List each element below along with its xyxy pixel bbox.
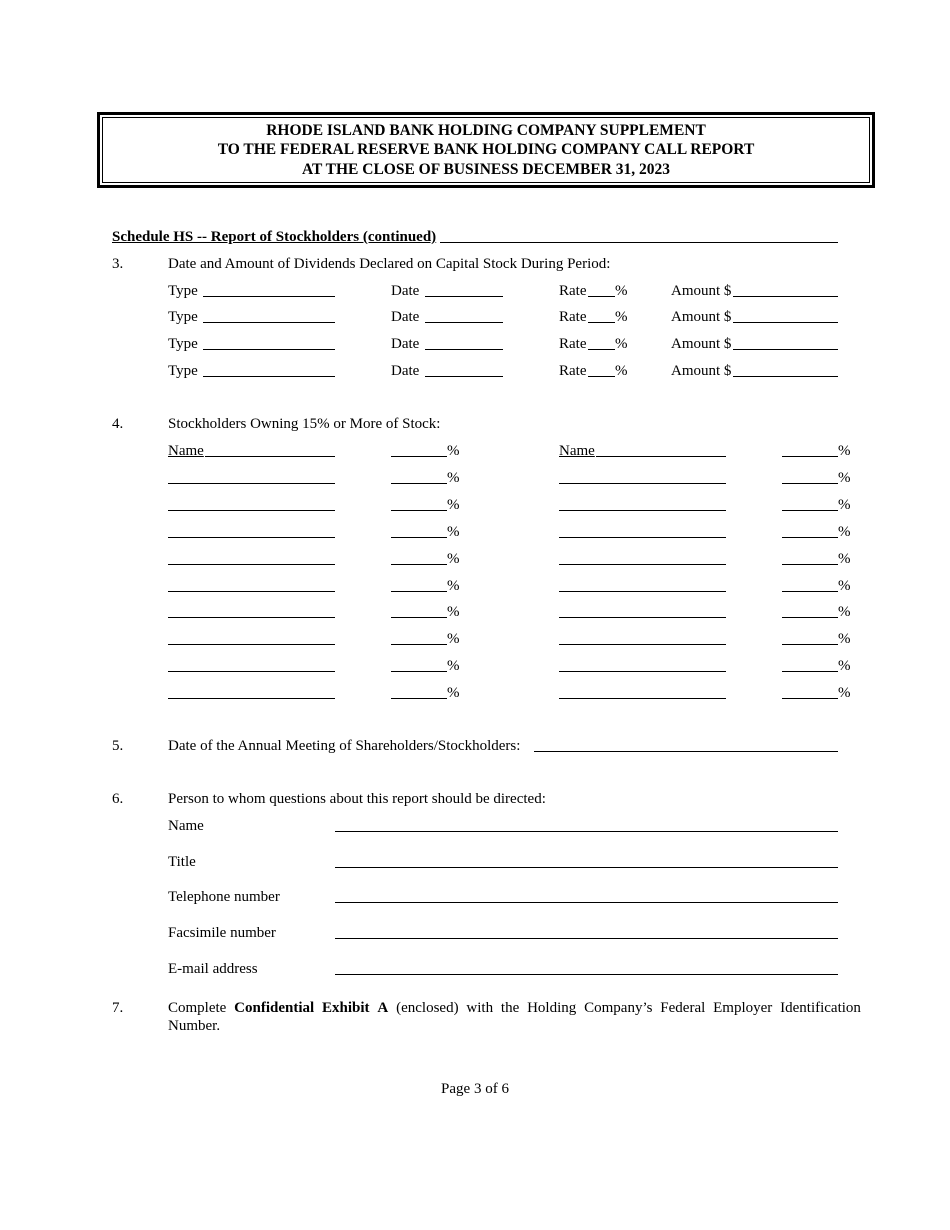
stockholder-name-field[interactable] bbox=[168, 617, 335, 618]
stockholder-name-field[interactable] bbox=[168, 671, 335, 672]
percent-sign: % bbox=[447, 685, 460, 702]
stockholder-percent-field[interactable] bbox=[391, 644, 447, 645]
stockholder-name-field[interactable] bbox=[168, 537, 335, 538]
annual-meeting-date-field[interactable] bbox=[534, 751, 838, 752]
rate-label: Rate bbox=[559, 336, 587, 352]
header-line-1: RHODE ISLAND BANK HOLDING COMPANY SUPPLEMENT bbox=[266, 121, 706, 139]
date-field[interactable] bbox=[425, 296, 503, 297]
stockholder-percent-field[interactable] bbox=[782, 510, 838, 511]
percent-sign: % bbox=[447, 523, 460, 540]
stockholder-name-field[interactable] bbox=[168, 483, 335, 484]
contact-field-label: Title bbox=[168, 854, 196, 870]
rate-field[interactable] bbox=[588, 296, 615, 297]
amount-field[interactable] bbox=[733, 349, 838, 350]
percent-sign: % bbox=[838, 604, 851, 621]
schedule-title-rule bbox=[440, 242, 838, 243]
contact-field-label: Name bbox=[168, 818, 204, 834]
percent-sign: % bbox=[838, 658, 851, 675]
stockholder-name-field[interactable] bbox=[559, 698, 726, 699]
type-field[interactable] bbox=[203, 296, 335, 297]
item-6-number: 6. bbox=[112, 791, 124, 807]
percent-sign: % bbox=[447, 469, 460, 486]
item-5-number: 5. bbox=[112, 738, 124, 754]
item-7-text-line-2: Number. bbox=[168, 1018, 221, 1034]
stockholder-percent-field[interactable] bbox=[782, 591, 838, 592]
stockholder-name-field[interactable] bbox=[559, 644, 726, 645]
header-line-3: AT THE CLOSE OF BUSINESS DECEMBER 31, 2023 bbox=[301, 160, 671, 178]
header-box bbox=[97, 112, 875, 188]
email-field[interactable] bbox=[335, 974, 838, 975]
stockholder-name-field[interactable] bbox=[205, 456, 335, 457]
stockholder-percent-field[interactable] bbox=[391, 564, 447, 565]
percent-sign: % bbox=[838, 631, 851, 648]
type-field[interactable] bbox=[203, 376, 335, 377]
stockholder-name-field[interactable] bbox=[559, 483, 726, 484]
header-line-2: TO THE FEDERAL RESERVE BANK HOLDING COMPANY CALL REPORT bbox=[217, 141, 755, 159]
stockholder-percent-field[interactable] bbox=[782, 483, 838, 484]
type-field[interactable] bbox=[203, 349, 335, 350]
amount-label: Amount $ bbox=[671, 309, 732, 325]
page-number: Page 3 of 6 bbox=[441, 1081, 509, 1097]
stockholder-percent-field[interactable] bbox=[391, 537, 447, 538]
stockholder-percent-field[interactable] bbox=[782, 537, 838, 538]
stockholder-name-field[interactable] bbox=[559, 510, 726, 511]
stockholder-percent-field[interactable] bbox=[391, 483, 447, 484]
type-label: Type bbox=[168, 336, 198, 352]
type-field[interactable] bbox=[203, 322, 335, 323]
type-label: Type bbox=[168, 363, 198, 379]
rate-label: Rate bbox=[559, 363, 587, 379]
percent-sign: % bbox=[838, 523, 851, 540]
header-inner bbox=[102, 117, 870, 183]
percent-sign: % bbox=[447, 577, 460, 594]
stockholder-percent-field[interactable] bbox=[391, 698, 447, 699]
percent-sign: % bbox=[838, 685, 851, 702]
name-label: Name bbox=[168, 443, 204, 459]
stockholder-percent-field[interactable] bbox=[782, 564, 838, 565]
contact-field-label: E-mail address bbox=[168, 961, 258, 977]
percent-sign: % bbox=[615, 363, 628, 379]
item-7-text-line-1: Complete Confidential Exhibit A (enclosed) with the Holding Company’s Federal Employer Identification bbox=[168, 1000, 861, 1016]
stockholder-percent-field[interactable] bbox=[782, 456, 838, 457]
percent-sign: % bbox=[838, 496, 851, 513]
rate-field[interactable] bbox=[588, 322, 615, 323]
percent-sign: % bbox=[447, 658, 460, 675]
stockholder-percent-field[interactable] bbox=[782, 617, 838, 618]
stockholder-percent-field[interactable] bbox=[782, 698, 838, 699]
percent-sign: % bbox=[615, 283, 628, 299]
stockholder-percent-field[interactable] bbox=[391, 617, 447, 618]
item-5-text: Date of the Annual Meeting of Shareholders/Stockholders: bbox=[168, 738, 521, 754]
rate-field[interactable] bbox=[588, 349, 615, 350]
item-6-text: Person to whom questions about this report should be directed: bbox=[168, 791, 546, 807]
stockholder-name-field[interactable] bbox=[559, 671, 726, 672]
stockholder-name-field[interactable] bbox=[168, 644, 335, 645]
schedule-title: Schedule HS -- Report of Stockholders (continued) bbox=[112, 229, 437, 245]
stockholder-name-field[interactable] bbox=[168, 510, 335, 511]
amount-label: Amount $ bbox=[671, 283, 732, 299]
rate-label: Rate bbox=[559, 283, 587, 299]
percent-sign: % bbox=[615, 309, 628, 325]
stockholder-percent-field[interactable] bbox=[391, 510, 447, 511]
rate-label: Rate bbox=[559, 309, 587, 325]
telephone-field[interactable] bbox=[335, 902, 838, 903]
percent-sign: % bbox=[838, 469, 851, 486]
date-field[interactable] bbox=[425, 322, 503, 323]
percent-sign: % bbox=[447, 496, 460, 513]
rate-field[interactable] bbox=[588, 376, 615, 377]
stockholder-name-field[interactable] bbox=[559, 617, 726, 618]
stockholder-name-field[interactable] bbox=[168, 564, 335, 565]
percent-sign: % bbox=[615, 336, 628, 352]
percent-sign: % bbox=[447, 443, 460, 459]
item-4-text: Stockholders Owning 15% or More of Stock: bbox=[168, 416, 441, 432]
contact-field-label: Facsimile number bbox=[168, 925, 276, 941]
amount-field[interactable] bbox=[733, 296, 838, 297]
stockholder-name-field[interactable] bbox=[559, 537, 726, 538]
date-field[interactable] bbox=[425, 349, 503, 350]
date-label: Date bbox=[391, 283, 420, 299]
item-3-number: 3. bbox=[112, 256, 124, 272]
type-label: Type bbox=[168, 309, 198, 325]
name-label: Name bbox=[559, 443, 595, 459]
stockholder-name-field[interactable] bbox=[559, 591, 726, 592]
stockholder-percent-field[interactable] bbox=[391, 456, 447, 457]
amount-label: Amount $ bbox=[671, 363, 732, 379]
contact-title-field[interactable] bbox=[335, 867, 838, 868]
stockholder-percent-field[interactable] bbox=[782, 671, 838, 672]
item-3-text: Date and Amount of Dividends Declared on Capital Stock During Period: bbox=[168, 256, 611, 272]
amount-field[interactable] bbox=[733, 322, 838, 323]
date-field[interactable] bbox=[425, 376, 503, 377]
percent-sign: % bbox=[838, 577, 851, 594]
percent-sign: % bbox=[447, 604, 460, 621]
stockholder-percent-field[interactable] bbox=[391, 591, 447, 592]
facsimile-field[interactable] bbox=[335, 938, 838, 939]
date-label: Date bbox=[391, 363, 420, 379]
stockholder-name-field[interactable] bbox=[596, 456, 726, 457]
percent-sign: % bbox=[838, 550, 851, 567]
percent-sign: % bbox=[447, 550, 460, 567]
amount-field[interactable] bbox=[733, 376, 838, 377]
date-label: Date bbox=[391, 309, 420, 325]
item-4-number: 4. bbox=[112, 416, 124, 432]
stockholder-percent-field[interactable] bbox=[391, 671, 447, 672]
contact-name-field[interactable] bbox=[335, 831, 838, 832]
type-label: Type bbox=[168, 283, 198, 299]
percent-sign: % bbox=[447, 631, 460, 648]
stockholder-name-field[interactable] bbox=[168, 698, 335, 699]
stockholder-name-field[interactable] bbox=[559, 564, 726, 565]
stockholder-percent-field[interactable] bbox=[782, 644, 838, 645]
percent-sign: % bbox=[838, 443, 851, 459]
stockholder-name-field[interactable] bbox=[168, 591, 335, 592]
amount-label: Amount $ bbox=[671, 336, 732, 352]
item-7-number: 7. bbox=[112, 1000, 124, 1016]
contact-field-label: Telephone number bbox=[168, 889, 280, 905]
date-label: Date bbox=[391, 336, 420, 352]
